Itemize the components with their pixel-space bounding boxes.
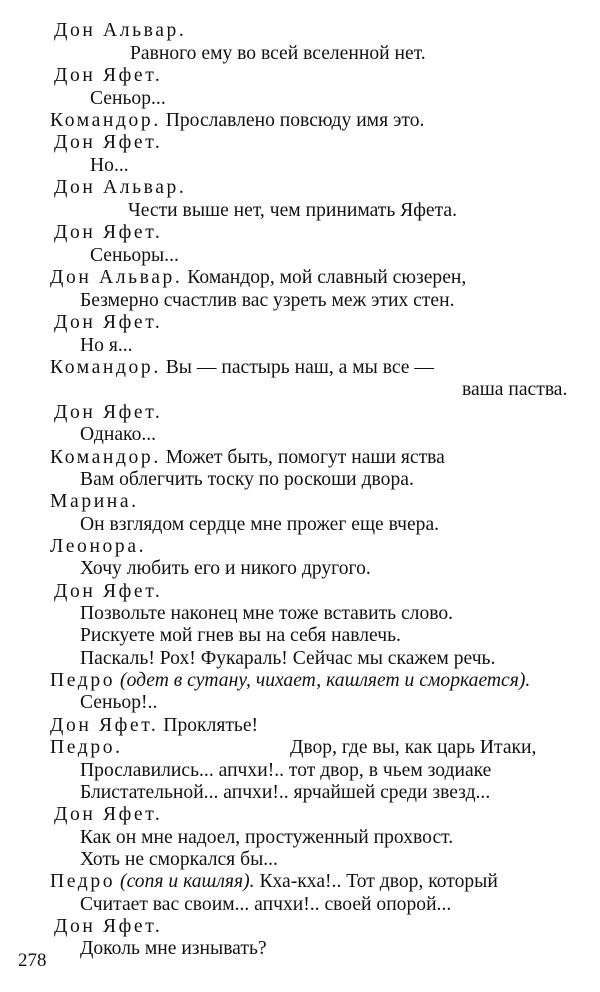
text-line — [54, 312, 162, 334]
line-text: Как он мне надоел, простуженный прохвост. — [80, 827, 454, 848]
text-line — [54, 581, 162, 603]
text-line — [50, 670, 530, 692]
speaker-name: Дон Яфет. — [54, 916, 163, 937]
line-text: Позвольте наконец мне тоже вставить слово. — [80, 603, 454, 624]
line-text: Паскаль! Рох! Фукараль! Сейчас мы скажем речь. — [80, 648, 496, 669]
line-text: Вам облегчить тоску по роскоши двора. — [80, 469, 414, 490]
text-line — [80, 894, 451, 916]
line-text: Сеньоры... — [90, 245, 179, 266]
text-line — [54, 916, 162, 938]
text-line — [54, 222, 162, 244]
speaker-name: Командор. — [50, 110, 161, 131]
line-text: Двор, где вы, как царь Итаки, — [290, 737, 537, 758]
line-text: Равного ему во всей вселенной нет. — [130, 43, 426, 64]
text-line — [462, 379, 567, 401]
text-line — [80, 849, 278, 871]
text-line — [90, 245, 179, 267]
speaker-name: Дон Яфет. — [54, 132, 163, 153]
speaker-name: Леонора. — [50, 536, 147, 557]
speaker-name: Командор. — [50, 447, 161, 468]
speaker-name: Дон Яфет. — [54, 581, 163, 602]
speaker-name: Дон Яфет. — [54, 222, 163, 243]
speaker-name: Дон Альвар. — [54, 20, 187, 41]
text-line — [50, 267, 466, 289]
text-line — [80, 625, 401, 647]
speaker-name: Командор. — [50, 357, 161, 378]
text-line — [80, 782, 490, 804]
speaker-name: Педро — [50, 670, 116, 691]
line-text: Прославились... апчхи!.. тот двор, в чьем зодиаке — [80, 760, 492, 781]
text-line — [290, 737, 536, 759]
line-text: Хочу любить его и никого другого. — [80, 558, 371, 579]
line-text: Сеньор... — [90, 88, 166, 109]
text-line — [80, 692, 157, 714]
text-line — [90, 88, 166, 110]
line-text: Прославлено повсюду имя это. — [160, 110, 425, 131]
line-text: ваша паства. — [462, 379, 568, 400]
text-line — [50, 491, 139, 513]
line-text: Чести выше нет, чем принимать Яфета. — [128, 200, 458, 221]
line-text: Однако... — [80, 424, 157, 445]
text-line — [54, 20, 186, 42]
line-text: Блистательной... апчхи!.. ярчайшей среди звезд... — [80, 782, 491, 803]
text-line — [80, 938, 267, 960]
text-line — [80, 514, 439, 536]
text-line — [54, 804, 162, 826]
text-line — [80, 469, 414, 491]
line-text: Но... — [90, 155, 129, 176]
speaker-name: Дон Яфет. — [54, 65, 163, 86]
speaker-name: Дон Альвар. — [54, 177, 187, 198]
speaker-name: Дон Альвар. — [50, 267, 183, 288]
text-line — [80, 603, 453, 625]
line-text: Рискуете мой гнев вы на себя навлечь. — [80, 625, 401, 646]
text-line — [50, 737, 123, 759]
stage-direction: (сопя и кашляя). — [115, 871, 255, 892]
speaker-name: Дон Яфет. — [54, 402, 163, 423]
text-line — [80, 290, 455, 312]
line-text: Считает вас своим... апчхи!.. своей опорой... — [80, 894, 452, 915]
speaker-name: Педро. — [50, 737, 123, 758]
line-text: Сеньор!.. — [80, 692, 158, 713]
text-line — [50, 536, 146, 558]
text-line — [54, 65, 162, 87]
text-line — [80, 335, 133, 357]
speaker-name: Марина. — [50, 491, 139, 512]
speaker-name: Дон Яфет. — [54, 312, 163, 333]
text-line — [50, 871, 498, 893]
stage-direction: (одет в сутану, чихает, кашляет и сморкается). — [115, 670, 531, 691]
line-text: Он взглядом сердце мне прожег еще вчера. — [80, 514, 440, 535]
line-text: Но я... — [80, 335, 133, 356]
line-text: Доколь мне изнывать? — [80, 938, 267, 959]
speaker-name: Дон Яфет. — [54, 804, 163, 825]
line-text: Хоть не сморкался бы... — [80, 849, 278, 870]
text-line — [80, 648, 495, 670]
text-line — [50, 715, 258, 737]
text-line — [80, 760, 491, 782]
text-line — [128, 200, 457, 222]
line-text: Может быть, помогут наши яства — [160, 447, 445, 468]
line-text: Проклятье! — [158, 715, 259, 736]
line-text: Безмерно счастлив вас узреть меж этих стен. — [80, 290, 455, 311]
text-line — [90, 155, 129, 177]
speaker-name: Дон Яфет. — [50, 715, 159, 736]
line-text: Вы — пастырь наш, а мы все — — [160, 357, 434, 378]
text-line — [80, 558, 371, 580]
text-line — [54, 132, 162, 154]
line-text: Кха-кха!.. Тот двор, который — [254, 871, 498, 892]
text-line — [54, 177, 186, 199]
page-number: 278 — [18, 950, 47, 971]
text-line — [80, 424, 156, 446]
text-line — [80, 827, 453, 849]
speaker-name: Педро — [50, 871, 116, 892]
text-line — [54, 402, 162, 424]
text-line — [50, 447, 445, 469]
line-text: Командор, мой славный сюзерен, — [182, 267, 467, 288]
text-line — [50, 110, 424, 132]
text-line — [50, 357, 434, 379]
text-line — [130, 43, 426, 65]
